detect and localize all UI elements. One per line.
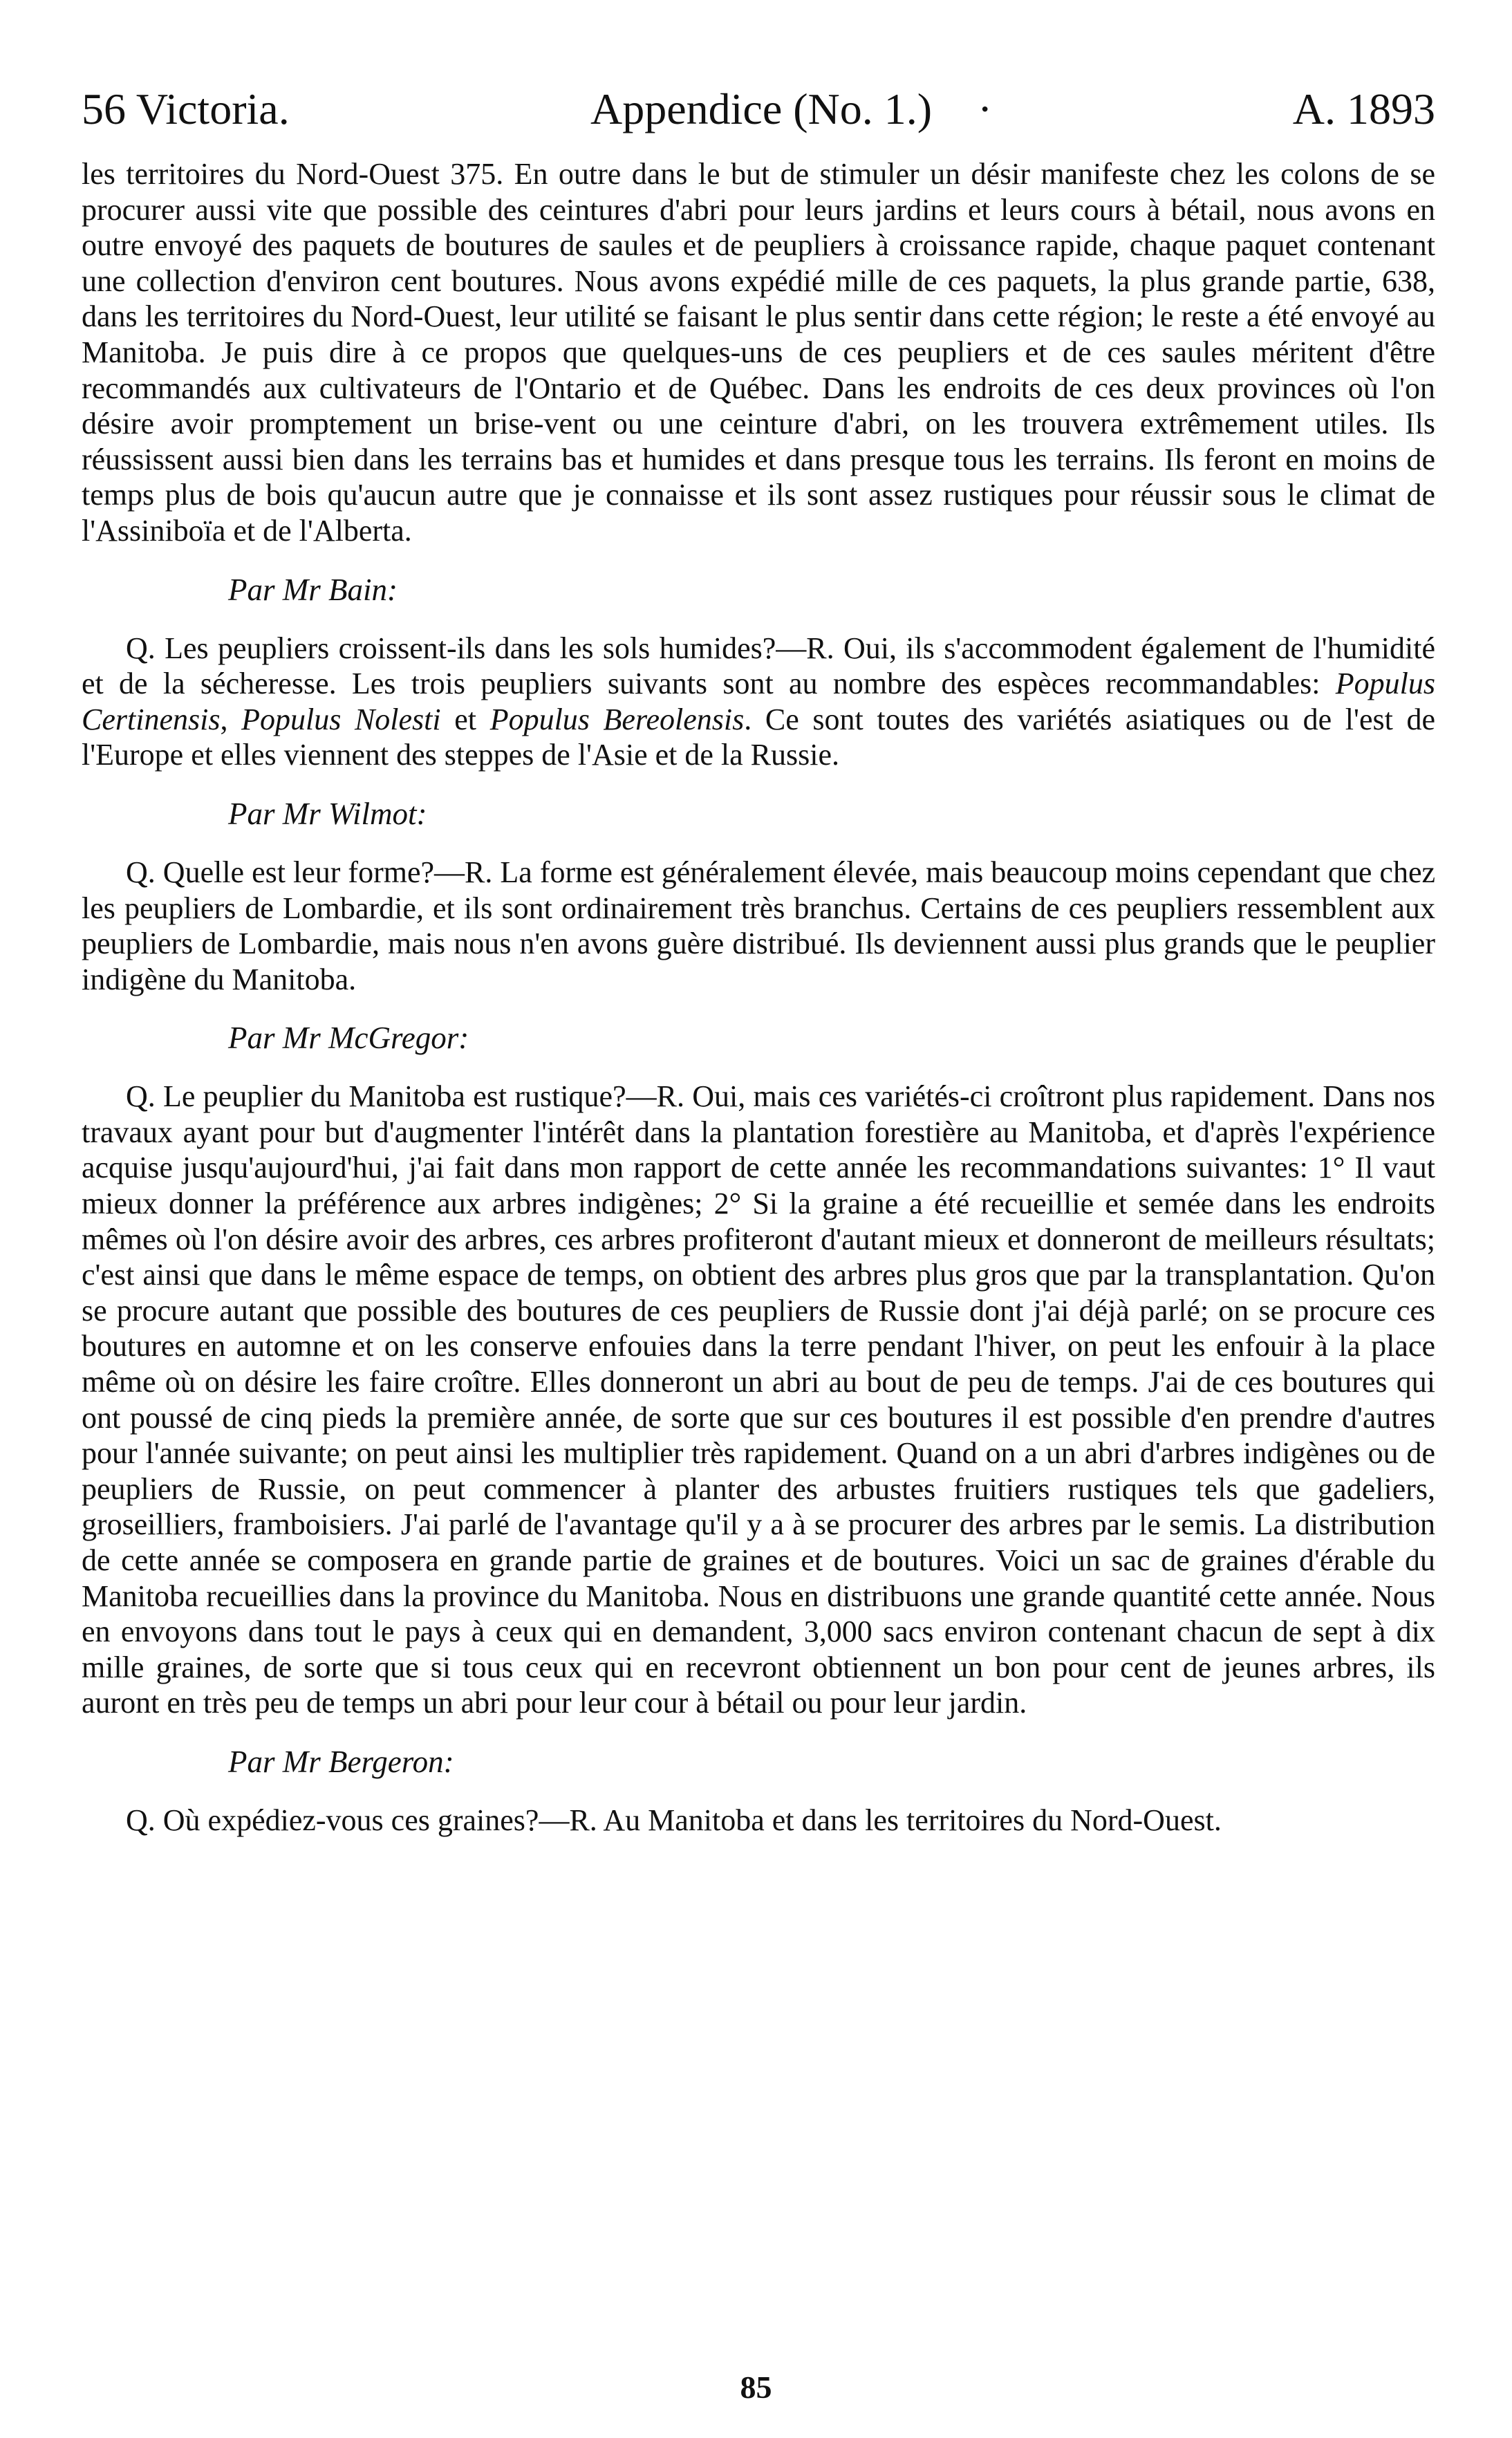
qa-separator: et (440, 702, 490, 736)
speaker-label: Par Mr Bain: (228, 572, 398, 607)
header-dot: · (978, 84, 993, 133)
speaker-label: Par Mr Wilmot: (228, 796, 427, 831)
header-appendix-title: Appendice (No. 1.) (590, 84, 933, 133)
paragraph-intro: les territoires du Nord-Ouest 375. En outre dans le but de stimuler un désir manifeste chez les colons de se procurer aussi vite que possible des ceintures d'abri pour leurs jardins et leurs cours à bétail, nous avons en outre envoyé des paquets de boutures de saules et de peupliers à croissance rapide, chaque paquet contenant une collection d'environ cent boutures. Nous avons expédié mille de ces paquets, la plus grande partie, 638, dans les territoires du Nord-Ouest, leur utilité se faisant le plus sentir dans cette région; le reste a été envoyé au Manitoba. Je puis dire à ce propos que quelques-uns de ces peupliers et de ces saules méritent d'être recommandés aux cultivateurs de l'Ontario et de Québec. Dans les endroits de ces deux provinces où l'on désire avoir promptement un brise-vent ou une ceinture d'abri, on les trouvera extrêmement utiles. Ils réussissent aussi bien dans les terrains bas et humides et dans presque tous les terrains. Ils feront en moins de temps plus de bois qu'aucun autre que je connaisse et ils sont assez rustiques pour réussir sous le climat de l'Assiniboïa et de l'Alberta. (82, 157, 1435, 548)
document-body (82, 156, 1435, 1839)
speaker-label: Par Mr Bergeron: (228, 1744, 454, 1779)
species-name: Populus Nolesti (241, 702, 441, 736)
page-number: 85 (740, 2370, 772, 2405)
qa-separator: , (220, 702, 242, 736)
qa-paragraph: Q. Où expédiez-vous ces graines?—R. Au Manitoba et dans les territoires du Nord-Ouest. (126, 1803, 1222, 1837)
header-year: A. 1893 (1292, 84, 1435, 133)
header-session: 56 Victoria. (82, 84, 290, 133)
species-name: Populus Certinensis (82, 667, 1435, 736)
speaker-label: Par Mr McGregor: (228, 1021, 469, 1056)
page-header (82, 82, 1435, 137)
qa-text: Q. Les peupliers croissent-ils dans les sols humides?—R. Oui, ils s'accommodent également de l'humidité et de la sécheresse. Les trois peupliers suivants sont au nombre des espèces recommandables: (82, 631, 1435, 701)
qa-paragraph (82, 631, 1435, 773)
qa-text: . Ce sont toutes des variétés asiatiques ou de l'est de l'Europe et elles viennent des steppes de l'Asie et de la Russie. (82, 702, 1435, 772)
species-name: Populus Bereolensis (489, 702, 745, 736)
qa-paragraph: Q. Le peuplier du Manitoba est rustique?—R. Oui, mais ces variétés-ci croîtront plus rapidement. Dans nos travaux ayant pour but d'augmenter l'intérêt dans la plantation forestière au Manitoba, et d'après l'expérience acquise jusqu'aujourd'hui, j'ai fait dans mon rapport de cette année les recommandations suivantes: 1° Il vaut mieux donner la préférence aux arbres indigènes; 2° Si la graine a été recueillie et semée dans les endroits mêmes où l'on désire avoir des arbres, ces arbres profiteront d'autant mieux et donneront de meilleurs résultats; c'est ainsi que dans le même espace de temps, on obtient des arbres plus gros que par la transplantation. Qu'on se procure autant que possible des boutures de ces peupliers de Russie dont j'ai déjà parlé; on se procure ces boutures en automne et on les conserve enfouies dans la terre pendant l'hiver, on peut les enfouir à la place même où on désire les faire croître. Elles donneront un abri au bout de peu de temps. J'ai de ces boutures qui ont poussé de cinq pieds la première année, de sorte que sur ces boutures il est possible d'en prendre d'autres pour l'année suivante; on peut ainsi les multiplier très rapidement. Quand on a un abri d'arbres indigènes ou de peupliers de Russie, on peut commencer à planter des arbustes fruitiers rustiques tels que gadeliers, groseilliers, framboisiers. J'ai parlé de l'avantage qu'il y a à se procurer des arbres par le semis. La distribution de cette année se composera en grande partie de graines et de boutures. Voici un sac de graines d'érable du Manitoba recueillies dans la province du Manitoba. Nous en distribuons une grande quantité cette année. Nous en envoyons dans tout le pays à ceux qui en demandent, 3,000 sacs environ contenant chacun de sept à dix mille graines, de sorte que si tous ceux qui en recevront obtiennent un bon pour cent de jeunes arbres, ils auront en très peu de temps un abri pour leur cour à bétail ou pour leur jardin. (82, 1079, 1435, 1720)
qa-paragraph: Q. Quelle est leur forme?—R. La forme est généralement élevée, mais beaucoup moins cependant que chez les peupliers de Lombardie, et ils sont ordinairement très branchus. Certains de ces peupliers ressemblent aux peupliers de Lombardie, mais nous n'en avons guère distribué. Ils deviennent aussi plus grands que le peuplier indigène du Manitoba. (82, 855, 1435, 996)
